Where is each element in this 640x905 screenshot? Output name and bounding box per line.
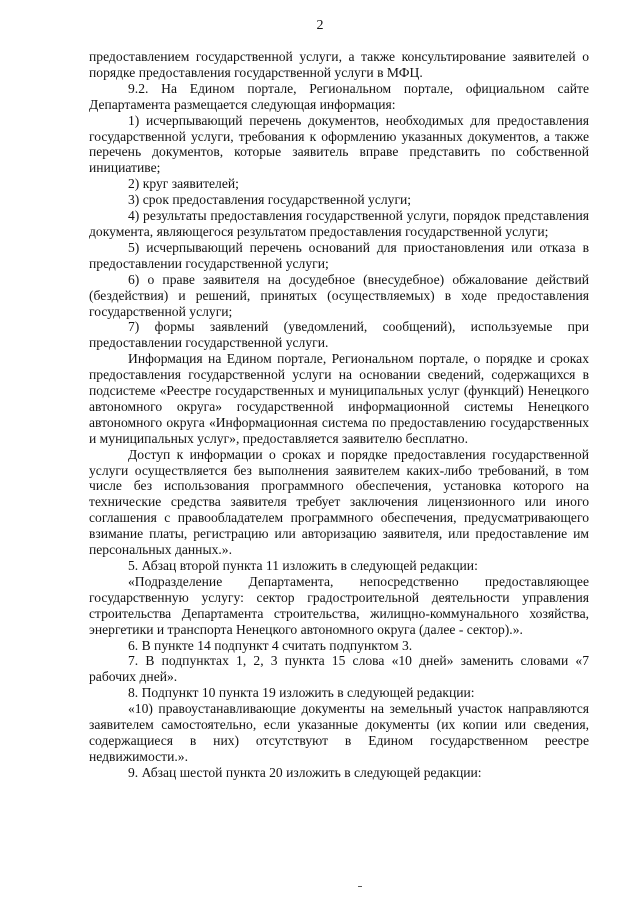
paragraph: Доступ к информации о сроках и порядке предоставления государственной услуги осуществляется без выполнения заявителем каких-либо требований, в том числе без использования программного обеспечения, установка которого на технические средства заявителя требует заключения лицензионного или иного соглашения с правообладателем программного обеспечения, предусматривающего взимание платы, регистрацию или авторизацию заявителя, или предоставление им персональных данных.». [89, 446, 589, 558]
document-body [89, 49, 589, 781]
list-item: 4) результаты предоставления государственной услуги, порядок представления документа, являющегося результатом предоставления государственной услуги; [89, 208, 589, 239]
list-item: 3) срок предоставления государственной услуги; [128, 192, 412, 208]
list-item: 2) круг заявителей; [128, 176, 239, 192]
list-item: 5) исчерпывающий перечень оснований для приостановления или отказа в предоставлении государственной услуги; [89, 239, 589, 271]
paragraph: Информация на Едином портале, Региональном портале, о порядке и сроках предоставления государственной услуги на основании сведений, содержащихся в подсистеме «Реестре государственных и муниципальных услуг (функций) Ненецкого автономного округа» государственной информационной системы Ненецкого автономного округа «Информационная система по предоставлению государственных и муниципальных услуг», предоставляется заявителю бесплатно. [89, 351, 589, 446]
paragraph: предоставлением государственной услуги, а также консультирование заявителей о порядке предоставления государственной услуги в МФЦ. [89, 49, 589, 80]
list-item: 7) формы заявлений (уведомлений, сообщений), используемые при предоставлении государственной услуги. [89, 319, 589, 351]
paragraph: «Подразделение Департамента, непосредственно предоставляющее государственную услугу: сектор градостроительной деятельности управления строительства Департамента строительства, жилищно-коммунального хозяйства, энергетики и транспорта Ненецкого автономного округа (далее - сектор).». [89, 573, 589, 637]
paragraph: 6. В пункте 14 подпункт 4 считать подпунктом 3. [128, 637, 413, 653]
paragraph: «10) правоустанавливающие документы на земельный участок направляются заявителем самостоятельно, если указанные документы (их копии или сведения, содержащиеся в них) отсутствуют в Едином государственном реестре недвижимости.». [89, 701, 589, 764]
paragraph: 9. Абзац шестой пункта 20 изложить в следующей редакции: [128, 764, 482, 780]
list-item: 1) исчерпывающий перечень документов, необходимых для предоставления государственной услуги, требования к оформлению указанных документов, а также перечень документов, которые заявитель вправе представить по собственной инициативе; [89, 112, 589, 176]
scan-dot [358, 886, 362, 887]
list-item: 6) о праве заявителя на досудебное (внесудебное) обжалование действий (бездействия) и решений, принятых (осуществляемых) в ходе предоставления государственной услуги; [89, 271, 589, 319]
paragraph: 9.2. На Едином портале, Региональном портале, официальном сайте Департамента размещается следующая информация: [89, 80, 589, 112]
paragraph: 8. Подпункт 10 пункта 19 изложить в следующей редакции: [128, 685, 475, 701]
page-number: 2 [316, 18, 324, 33]
paragraph: 7. В подпунктах 1, 2, 3 пункта 15 слова «10 дней» заменить словами «7 рабочих дней». [89, 653, 589, 685]
paragraph: 5. Абзац второй пункта 11 изложить в следующей редакции: [128, 558, 478, 573]
